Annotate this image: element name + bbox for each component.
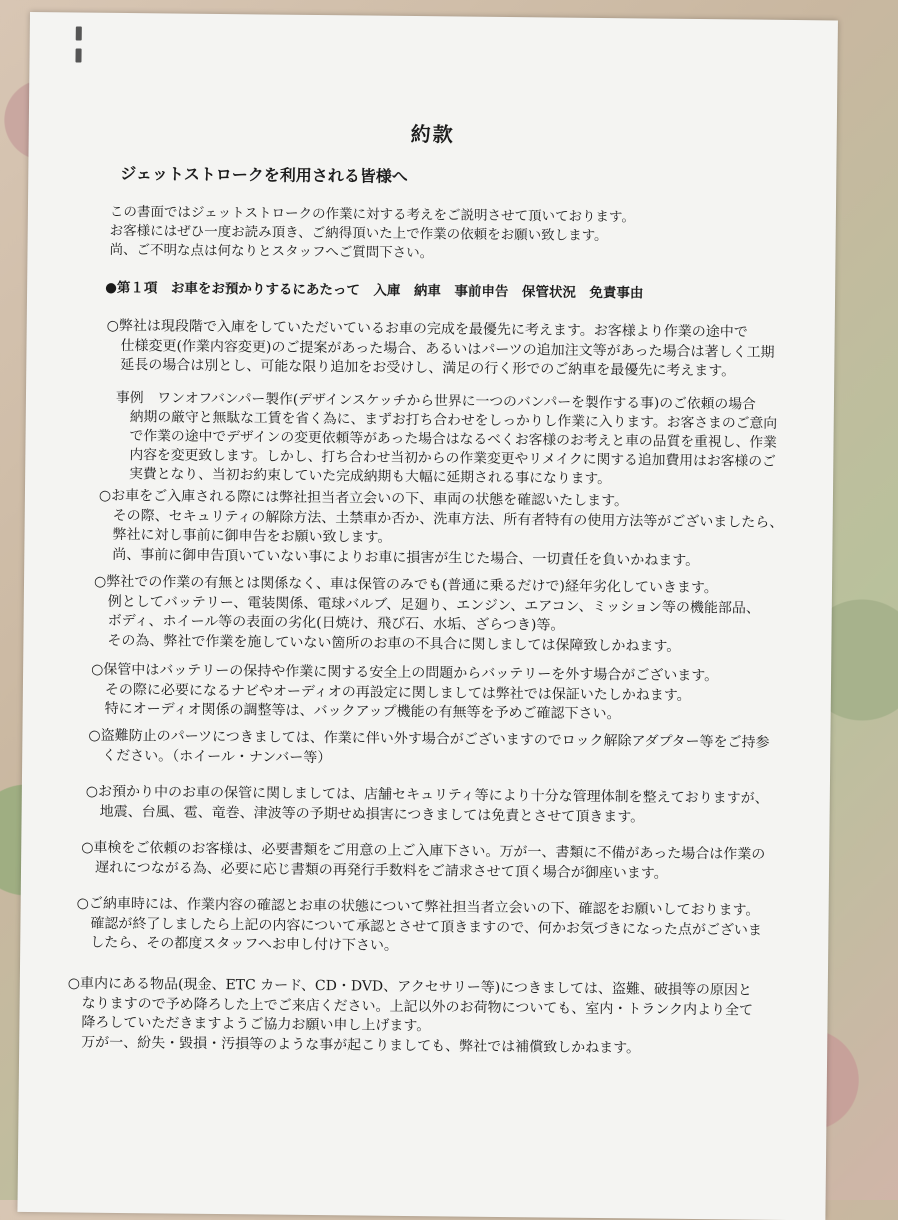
- clause-line: 尚、事前に御申告頂いていない事によりお車に損害が生じた場合、一切責任を負いかねます。: [112, 546, 700, 569]
- document-page: [17, 12, 838, 1220]
- intro-line: 尚、ご不明な点は何なりとスタッフへご質問下さい。: [109, 241, 434, 262]
- staple-mark: [75, 26, 83, 66]
- clause-line: ○ご納車時には、作業内容の確認とお車の状態について弊社担当者立会いの下、確認をお願いしております。: [76, 895, 760, 919]
- clause-2: [98, 487, 783, 572]
- clause-line: ○車内にある物品(現金、ETC カード、CD・DVD、アクセサリー等)につきましては、盗難、破損等の原因と: [67, 975, 753, 999]
- intro-line: この書面ではジェットストロークの作業に対する考えをご説明させて頂いております。: [109, 203, 635, 226]
- clause-line: 弊社に対し事前に御申告をお願い致します。: [112, 526, 392, 546]
- example-line: で作業の途中でデザインの変更依頼等があった場合はなるべくお客様のお考えと車の品質を重視し、作業: [129, 428, 777, 451]
- clause-line: その為、弊社で作業を施していない箇所のお車の不具合に関しましては保障致しかねます。: [107, 632, 681, 655]
- clause-line: その際に必要になるナビやオーディオの再設定に関しましては弊社では保証いたしかねます。: [104, 681, 691, 704]
- clause-line: ○弊社は現段階で入庫をしていただいているお車の完成を最優先に考えます。お客様より作業の途中で: [106, 317, 748, 341]
- section-heading: ●第１項 お車をお預かりするにあたって 入庫 納車 事前申告 保管状況 免責事由: [105, 279, 644, 302]
- clause-line: 万が一、紛失・毀損・汚損等のような事が起こりましても、弊社では補償致しかねます。: [81, 1034, 641, 1056]
- clause-4: [91, 661, 719, 726]
- example-line: 実費となり、当初お約束していた完成納期も大幅に延期される事になります。: [129, 466, 612, 488]
- clause-line: 確認が終了しましたら上記の内容について承認とさせて頂きますので、何かお気づきになった点がございま: [90, 915, 762, 939]
- example-line: 納期の厳守と無駄な工賃を省く為に、まずお打ち合わせをしっかりし作業に入ります。お客さまのご意向: [129, 409, 778, 432]
- clause-line: 特にオーディオ関係の調整等は、バックアップ機能の有無等を予めご確認下さい。: [104, 700, 621, 723]
- clause-line: したら、その都度スタッフへお申し付け下さい。: [90, 934, 399, 954]
- clause-8: [76, 895, 762, 961]
- intro-line: お客様にはぜひ一度お読み頂き、ご納得頂いた上で作業の依頼をお願い致します。: [109, 222, 608, 245]
- clause-3: [93, 573, 760, 658]
- clause-line: ○お預かり中のお車の保管に関しましては、店舗セキュリティ等により十分な管理体制を整えておりますが、: [85, 783, 769, 807]
- clause-line: なりますので予め降ろした上でご来店ください。上記以外のお荷物についても、室内・トランク内より全て: [81, 995, 754, 1019]
- document-title: 約款: [410, 121, 455, 147]
- clause-line: ○弊社での作業の有無とは関係なく、車は保管のみでも(普通に乗るだけで)経年劣化していきます。: [93, 573, 718, 597]
- clause-line: 降ろしていただきますようご協力お願い申し上げます。: [81, 1014, 431, 1035]
- clause-1-example: [115, 389, 777, 491]
- clause-line: 延長の場合は別とし、可能な限り追加をお受けし、満足の行く形でのご納車を最優先に考えます。: [120, 356, 736, 380]
- clause-5: [88, 727, 770, 773]
- clause-line: 例としてバッテリー、電装関係、電球バルブ、足廻り、エンジン、エアコン、ミッション等の機能部品、: [107, 593, 761, 617]
- clause-line: ○盗難防止のパーツにつきましては、作業に伴い外す場合がございますのでロック解除アダプター等をご持参: [88, 727, 770, 751]
- clause-line: ○車検をご依頼のお客様は、必要書類をご用意の上ご入庫下さい。万が一、書類に不備があった場合は作業の: [81, 839, 766, 863]
- clause-line: 遅れにつながる為、必要に応じ書類の再発行手数料をご請求させて頂く場合が御座います。: [94, 859, 668, 882]
- clause-line: ください。（ホイール・ナンバー等）: [102, 747, 332, 766]
- clause-line: 地震、台風、雹、竜巻、津波等の予期せぬ損害につきましては免責とさせて頂きます。: [99, 803, 645, 825]
- clause-7: [81, 839, 765, 885]
- clause-line: ○保管中はバッテリーの保持や作業に関する安全上の問題からバッテリーを外す場合がございます。: [91, 661, 719, 685]
- clause-line: ○お車をご入庫される際には弊社担当者立会いの下、車両の状態を確認いたします。: [98, 487, 629, 510]
- clause-line: 仕様変更(作業内容変更)のご提案があった場合、あるいはパーツの追加注文等があった場合は著しく工期: [120, 337, 775, 361]
- intro-paragraph: [109, 203, 635, 265]
- clause-6: [86, 783, 769, 829]
- clause-line: ボディ、ホイール等の表面の劣化(日焼け、飛び石、水垢、ざらつき)等。: [107, 612, 565, 634]
- clause-9: [67, 974, 753, 1059]
- greeting-heading: ジェットストロークを利用される皆様へ: [120, 163, 408, 186]
- clause-1: [106, 317, 775, 382]
- clause-line: その際、セキュリティの解除方法、土禁車か否か、洗車方法、所有者特有の使用方法等がございましたら、: [112, 507, 784, 531]
- example-line: 事例 ワンオフバンパー製作(デザインスケッチから世界に一つのバンパーを製作する事)のご依頼の場合: [115, 389, 756, 413]
- example-line: 内容を変更致します。しかし、打ち合わせ当初からの作業変更やリメイクに関する追加費用はお客様のご: [129, 447, 776, 470]
